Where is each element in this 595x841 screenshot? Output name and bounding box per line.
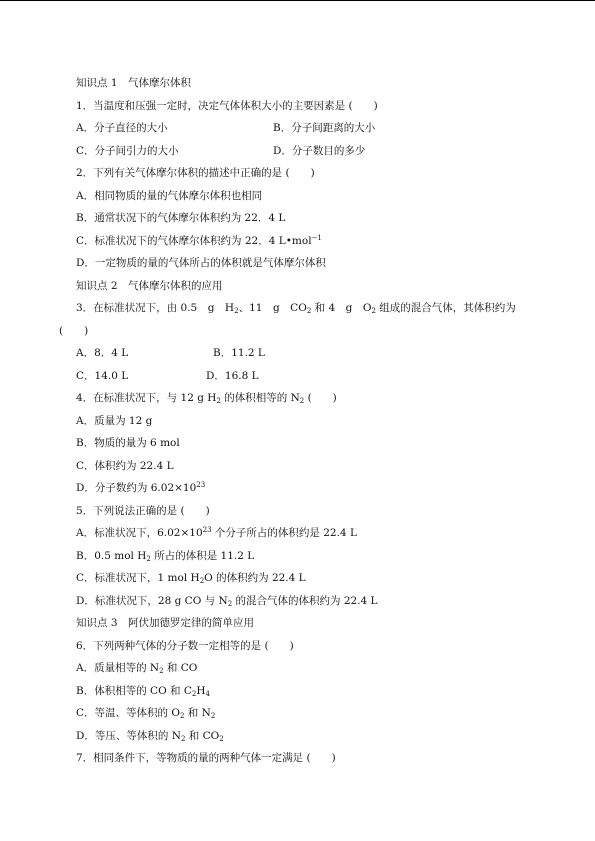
q6-option-d bbox=[0, 725, 595, 748]
q4-stem-part: 4．在标准状况下，与 12 g H bbox=[76, 392, 217, 404]
q3-stem-part: 组成的混合气体，其体积约为 bbox=[375, 302, 516, 314]
q3-subscript: 2 bbox=[234, 307, 239, 315]
q5-option-d-text: D．标准状况下，28 g CO 与 N bbox=[76, 594, 228, 607]
q6-option-d-subscript: 2 bbox=[180, 734, 186, 743]
q6-option-d-subscript: 2 bbox=[219, 734, 224, 743]
q3-stem-part: 3．在标准状况下，由 0.5 g H bbox=[76, 302, 235, 314]
q5-option-a bbox=[0, 522, 595, 545]
q6-option-a-text: A．质量相等的 N bbox=[76, 662, 160, 674]
q6-option-b-subscript: 4 bbox=[205, 689, 211, 698]
q5-option-a-text: A．标准状况下，6.02×10 bbox=[76, 527, 203, 539]
q3-subscript: 2 bbox=[306, 307, 312, 315]
question-4-stem bbox=[0, 387, 595, 410]
q5-option-b-text: B．0.5 mol H bbox=[76, 549, 147, 562]
q6-option-d-text: 和 CO bbox=[185, 729, 220, 742]
question-1-stem: 1．当温度和压强一定时，决定气体体积大小的主要因素是 ( ) bbox=[76, 99, 378, 112]
q5-option-c bbox=[0, 567, 595, 590]
q4-subscript: 2 bbox=[216, 397, 221, 405]
question-3-stem bbox=[0, 297, 595, 320]
q4-option-a: A．质量为 12 g bbox=[76, 414, 153, 427]
q6-option-d-text: D．等压、等体积的 N bbox=[76, 729, 181, 742]
q4-stem-part: 的体积相等的 N bbox=[220, 392, 300, 404]
q3-option-b: B．11.2 L bbox=[213, 347, 265, 359]
q2-option-c-exponent: −1 bbox=[311, 233, 322, 242]
top-border-line bbox=[0, 0, 595, 1]
question-7-stem: 7．相同条件下，等物质的量的两种气体一定满足 ( ) bbox=[76, 752, 336, 764]
q4-option-d-text: D．分子数约为 6.02×10 bbox=[76, 482, 197, 494]
q5-option-b bbox=[0, 545, 595, 568]
q6-option-a bbox=[0, 657, 595, 680]
q6-option-c-subscript: 2 bbox=[179, 712, 185, 720]
q6-option-a-text: 和 CO bbox=[163, 662, 198, 674]
q5-option-c-text: O 的体积约为 22.4 L bbox=[204, 572, 306, 584]
q5-option-b-text: 所占的体积是 11.2 L bbox=[150, 549, 255, 562]
q5-option-b-subscript: 2 bbox=[146, 554, 151, 563]
section-heading-3: 知识点 3 阿伏加德罗定律的简单应用 bbox=[76, 617, 255, 629]
q6-option-b-subscript: 2 bbox=[191, 689, 197, 698]
q3-option-a: A．8．4 L bbox=[76, 347, 129, 359]
q6-option-a-subscript: 2 bbox=[159, 667, 164, 675]
q4-subscript: 2 bbox=[299, 397, 305, 405]
q5-option-d-text: 的混合气体的体积约为 22.4 L bbox=[232, 594, 378, 607]
q6-option-c bbox=[0, 702, 595, 725]
q2-option-d: D．一定物质的量的气体所占的体积就是气体摩尔体积 bbox=[76, 257, 326, 269]
section-heading-2: 知识点 2 气体摩尔体积的应用 bbox=[76, 279, 223, 292]
q6-option-b bbox=[0, 680, 595, 703]
q1-option-b: B．分子间距离的大小 bbox=[273, 122, 376, 134]
q1-option-d: D．分子数目的多少 bbox=[273, 144, 366, 157]
question-6-stem: 6．下列两种气体的分子数一定相等的是 ( ) bbox=[76, 639, 294, 652]
q5-option-d-subscript: 2 bbox=[227, 599, 233, 608]
q5-option-c-subscript: 2 bbox=[199, 577, 205, 585]
question-1-options-cd bbox=[0, 140, 595, 163]
q2-option-c-text: C．标准状况下的气体摩尔体积约为 22．4 L•mol bbox=[76, 234, 312, 247]
q3-stem-part: 和 4 g O bbox=[311, 302, 372, 314]
q2-option-b: B．通常状况下的气体摩尔体积约为 22．4 L bbox=[76, 212, 286, 224]
q4-stem-part: ( ) bbox=[304, 392, 337, 404]
q5-option-a-text: 个分子所占的体积约是 22.4 L bbox=[211, 527, 357, 539]
q3-option-c: C．14.0 L bbox=[76, 369, 129, 382]
q1-option-a: A．分子直径的大小 bbox=[76, 122, 168, 134]
q1-option-c: C．分子间引力的大小 bbox=[76, 144, 179, 157]
q6-option-c-text: 和 N bbox=[184, 707, 211, 719]
q2-option-c bbox=[0, 230, 595, 253]
q3-stem-part: 、11 g CO bbox=[238, 302, 307, 314]
q6-option-b-text: H bbox=[196, 684, 206, 697]
question-2-stem: 2．下列有关气体摩尔体积的描述中正确的是 ( ) bbox=[76, 167, 315, 179]
q5-option-c-text: C．标准状况下，1 mol H bbox=[76, 572, 200, 584]
section-heading-1: 知识点 1 气体摩尔体积 bbox=[76, 77, 192, 89]
q5-option-d bbox=[0, 590, 595, 613]
question-3-options-cd bbox=[0, 365, 595, 388]
q4-option-d-exponent: 23 bbox=[196, 481, 206, 489]
q3-option-d: D．16.8 L bbox=[206, 369, 259, 382]
question-5-stem: 5．下列说法正确的是 ( ) bbox=[76, 504, 210, 517]
question-3-stem-continued: ( ) bbox=[59, 324, 89, 337]
q6-option-b-text: B．体积相等的 CO 和 C bbox=[76, 684, 192, 697]
question-3-options-ab bbox=[0, 342, 595, 365]
q6-option-c-subscript: 2 bbox=[210, 712, 216, 720]
q4-option-d bbox=[0, 477, 595, 500]
q3-subscript: 2 bbox=[371, 307, 376, 315]
q6-option-c-text: C．等温、等体积的 O bbox=[76, 707, 180, 719]
q4-option-b: B．物质的量为 6 mol bbox=[76, 437, 180, 449]
q4-option-c: C．体积约为 22.4 L bbox=[76, 459, 174, 472]
q2-option-a: A．相同物质的量的气体摩尔体积也相同 bbox=[76, 189, 263, 202]
q5-option-a-exponent: 23 bbox=[202, 526, 212, 534]
worksheet-body bbox=[0, 72, 595, 770]
question-1-options-ab bbox=[0, 117, 595, 140]
